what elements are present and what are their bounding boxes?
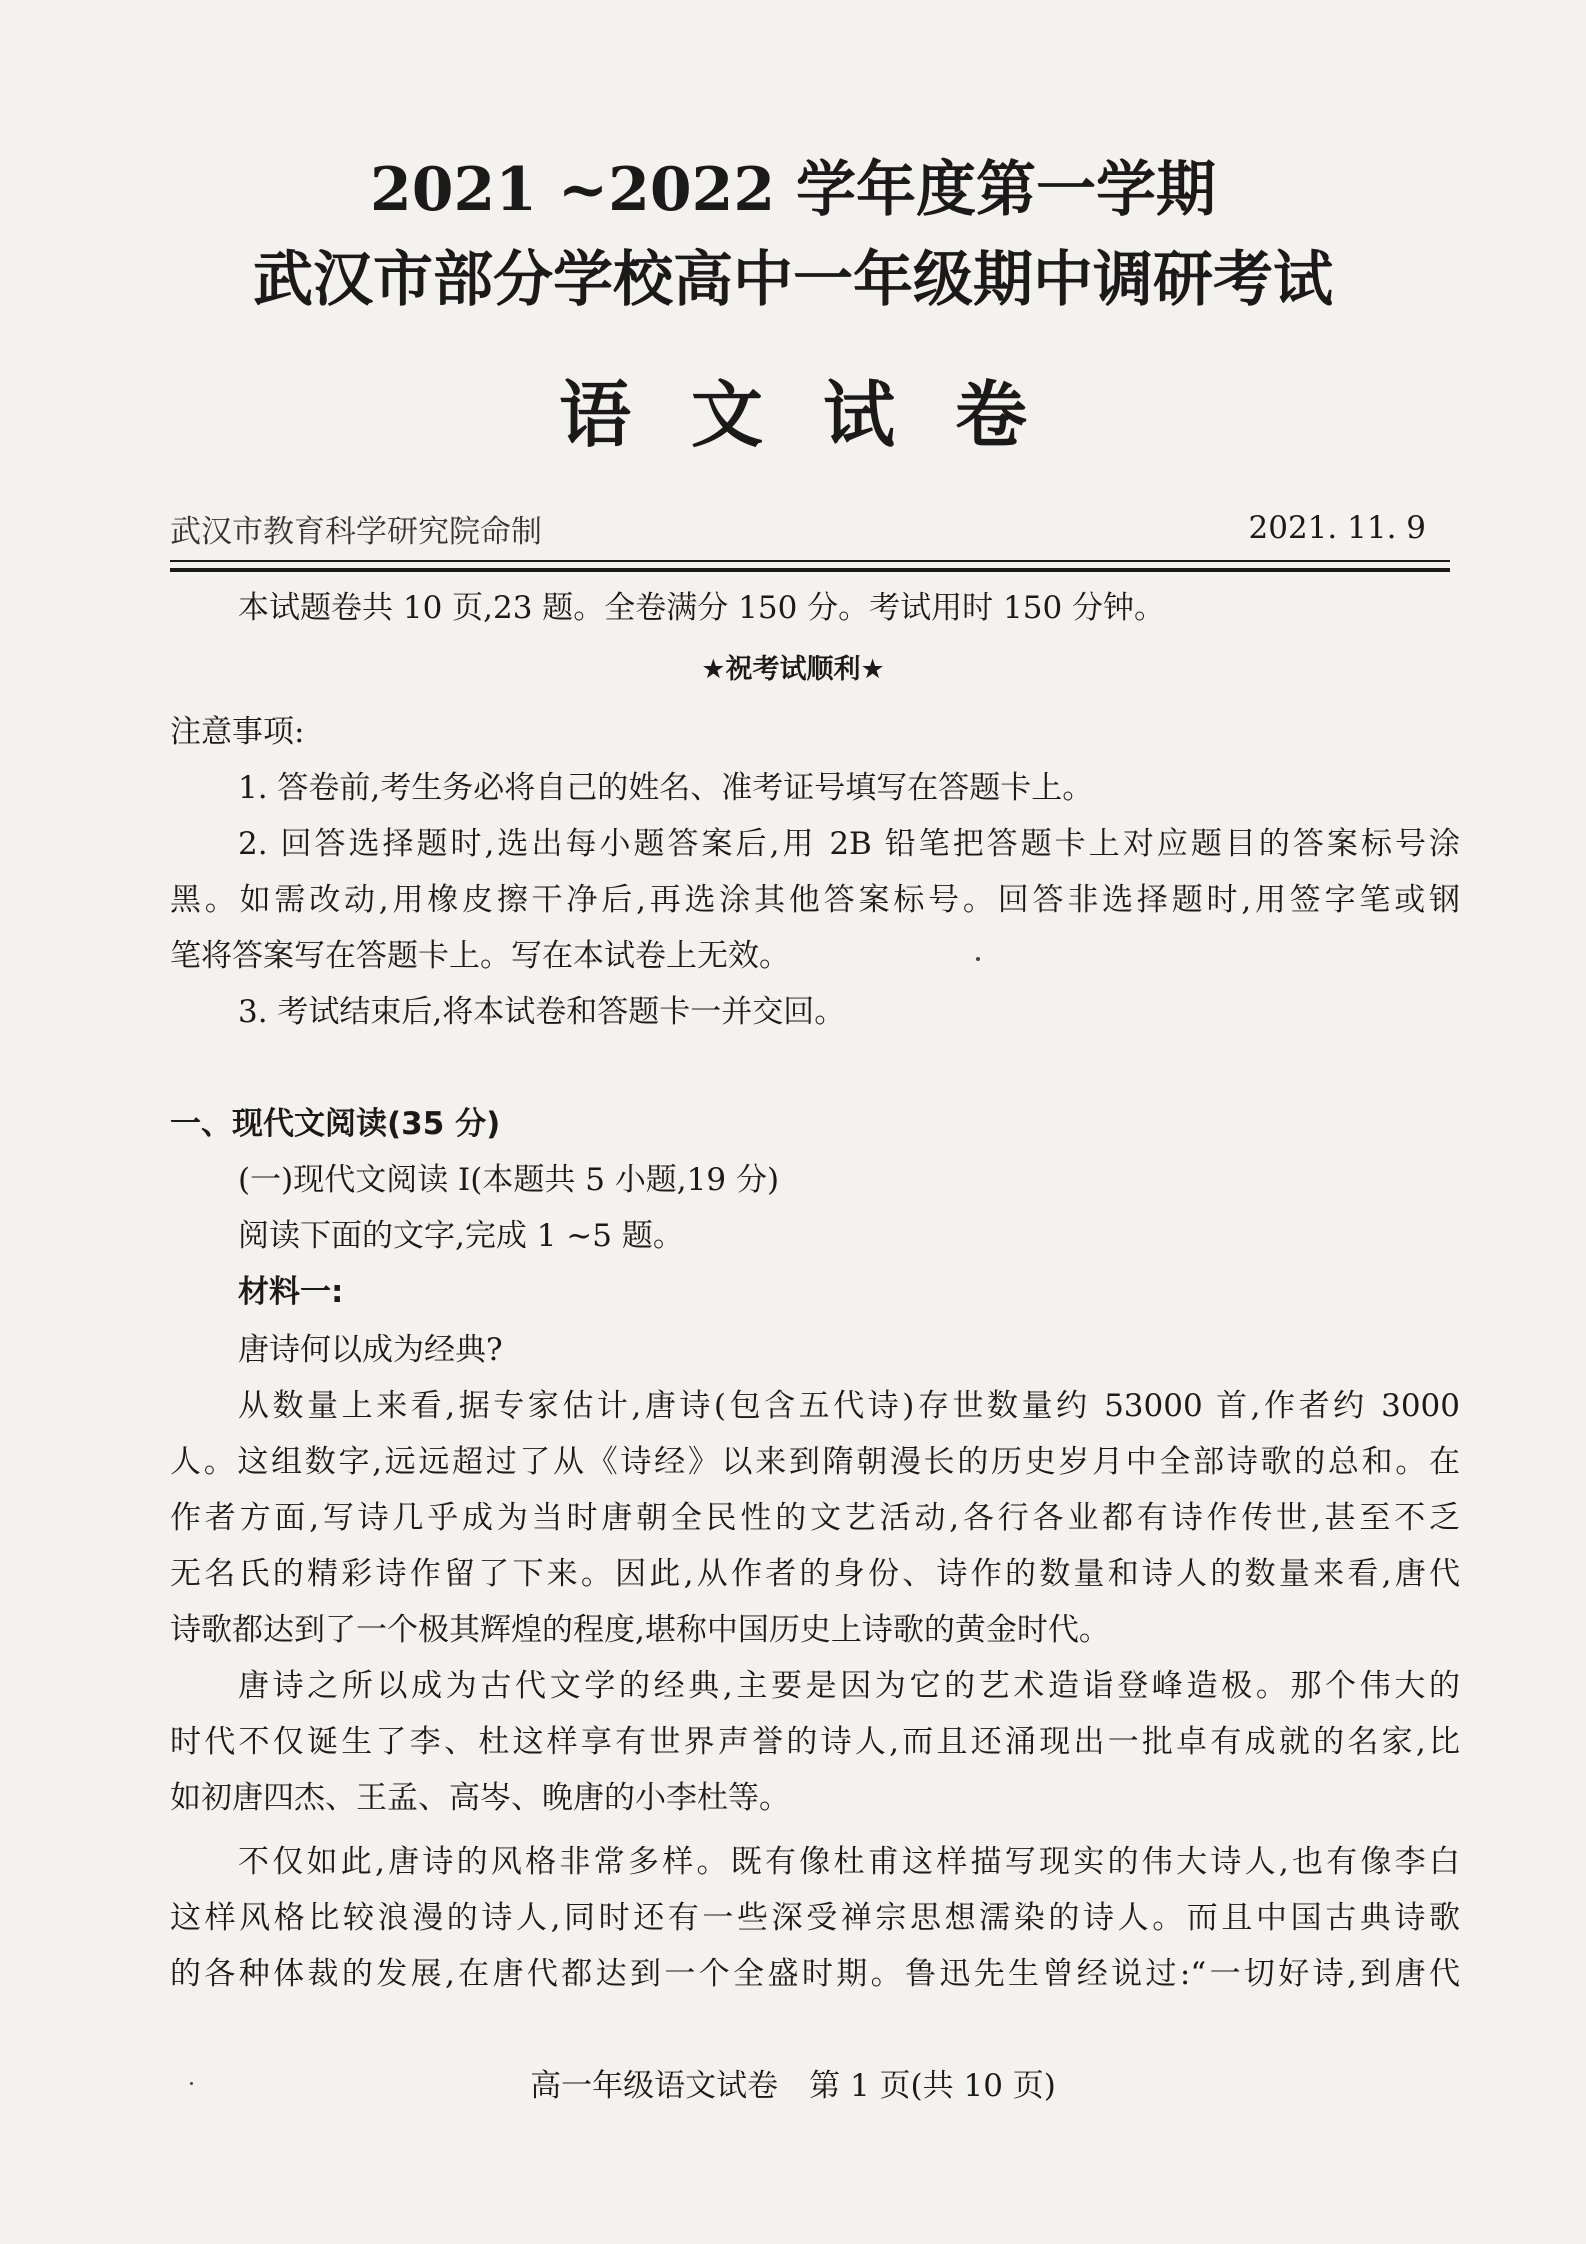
subsection-heading: (一)现代文阅读 I(本题共 5 小题,19 分) [238,1162,780,1198]
exam-term-title: 2021 ~2022 学年度第一学期 [369,155,1217,225]
paragraph-2-line: 如初唐四杰、王孟、高岑、晚唐的小李杜等。 [170,1780,790,1816]
paragraph-1-line: 人。这组数字,远远超过了从《诗经》以来到隋朝漫长的历史岁月中全部诗歌的总和。在 [170,1444,1460,1480]
notes-heading: 注意事项: [170,714,305,750]
scan-speck [976,957,980,961]
paragraph-1-line: 作者方面,写诗几乎成为当时唐朝全民性的文艺活动,各行各业都有诗作传世,甚至不乏 [170,1500,1460,1536]
subject-title: 语文试卷 [558,373,1087,457]
reading-instruction: 阅读下面的文字,完成 1 ~5 题。 [238,1218,684,1254]
note-item-2-line-3: 笔将答案写在答题卡上。写在本试卷上无效。 [170,938,790,974]
material-label: 材料一: [238,1274,344,1310]
header-divider-thick [170,568,1450,572]
material-title: 唐诗何以成为经典? [238,1332,503,1368]
paragraph-1-line: 诗歌都达到了一个极其辉煌的程度,堪称中国历史上诗歌的黄金时代。 [170,1612,1110,1648]
note-item-1: 1. 答卷前,考生务必将自己的姓名、准考证号填写在答题卡上。 [238,770,1094,806]
exam-name-title: 武汉市部分学校高中一年级期中调研考试 [253,245,1333,315]
exam-date: 2021. 11. 9 [1248,510,1426,546]
exam-summary: 本试题卷共 10 页,23 题。全卷满分 150 分。考试用时 150 分钟。 [238,590,1166,626]
note-item-2-line-1: 2. 回答选择题时,选出每小题答案后,用 2B 铅笔把答题卡上对应题目的答案标号涂 [238,826,1460,862]
paragraph-1-line: 无名氏的精彩诗作留了下来。因此,从作者的身份、诗作的数量和诗人的数量来看,唐代 [170,1556,1460,1592]
page-footer: 高一年级语文试卷 第 1 页(共 10 页) [530,2068,1056,2104]
note-item-2-line-2: 黑。如需改动,用橡皮擦干净后,再选涂其他答案标号。回答非选择题时,用签字笔或钢 [170,882,1460,918]
paragraph-3-line: 的各种体裁的发展,在唐代都达到一个全盛时期。鲁迅先生曾经说过:“一切好诗,到唐代 [170,1956,1460,1992]
paragraph-3-line: 不仅如此,唐诗的风格非常多样。既有像杜甫这样描写现实的伟大诗人,也有像李白 [238,1844,1460,1880]
paragraph-2-line: 唐诗之所以成为古代文学的经典,主要是因为它的艺术造诣登峰造极。那个伟大的 [238,1668,1460,1704]
section-heading: 一、现代文阅读(35 分) [170,1106,501,1142]
paragraph-3-line: 这样风格比较浪漫的诗人,同时还有一些深受禅宗思想濡染的诗人。而且中国古典诗歌 [170,1900,1460,1936]
scan-speck [190,2082,193,2085]
issuer-label: 武汉市教育科学研究院命制 [170,514,542,550]
header-divider-thin [170,560,1450,562]
blessing-line: ★祝考试顺利★ [701,654,885,685]
paragraph-2-line: 时代不仅诞生了李、杜这样享有世界声誉的诗人,而且还涌现出一批卓有成就的名家,比 [170,1724,1460,1760]
paragraph-1-line: 从数量上来看,据专家估计,唐诗(包含五代诗)存世数量约 53000 首,作者约 3000 [238,1388,1460,1424]
note-item-3: 3. 考试结束后,将本试卷和答题卡一并交回。 [238,994,846,1030]
